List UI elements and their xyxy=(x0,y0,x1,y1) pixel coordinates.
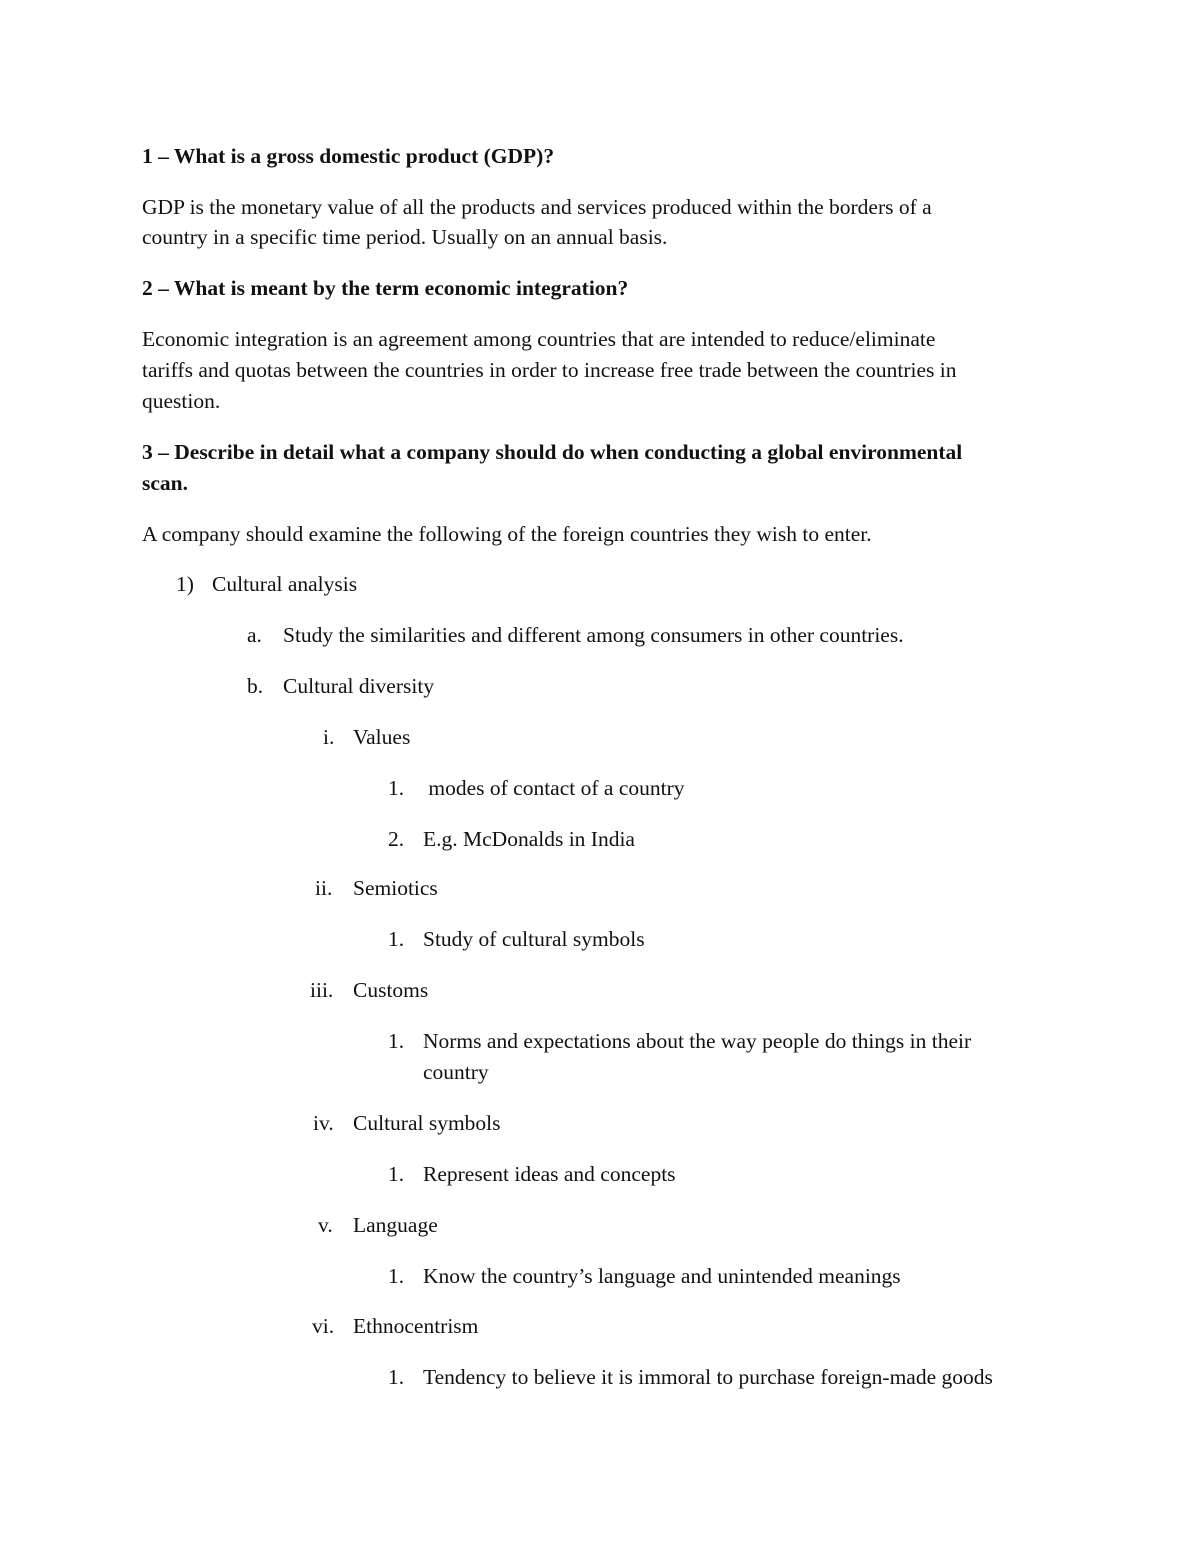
outline-marker-b: b. xyxy=(247,674,264,698)
outline-marker-v-1: 1. xyxy=(388,1264,405,1288)
outline-marker-iii: iii. xyxy=(310,978,334,1002)
outline-item-v-1: Know the country’s language and unintended meanings xyxy=(423,1264,901,1288)
outline-item-cultural-symbols: Cultural symbols xyxy=(353,1111,501,1135)
outline-item-cultural-analysis: Cultural analysis xyxy=(212,572,358,596)
question-3-line-2: scan. xyxy=(142,471,188,495)
outline-item-a: Study the similarities and different among consumers in other countries. xyxy=(283,623,904,647)
outline-item-ethnocentrism: Ethnocentrism xyxy=(353,1314,479,1338)
question-1: 1 – What is a gross domestic product (GDP)? xyxy=(142,144,555,168)
answer-1-line-2: country in a specific time period. Usually on an annual basis. xyxy=(142,225,668,249)
outline-item-iii-1-line-1: Norms and expectations about the way people do things in their xyxy=(423,1029,972,1053)
answer-3-intro: A company should examine the following of the foreign countries they wish to enter. xyxy=(142,522,872,546)
answer-2-line-1: Economic integration is an agreement among countries that are intended to reduce/eliminate xyxy=(142,327,936,351)
question-2: 2 – What is meant by the term economic integration? xyxy=(142,276,629,300)
outline-item-iii-1-line-2: country xyxy=(423,1060,489,1084)
outline-marker-iv: iv. xyxy=(313,1111,334,1135)
outline-marker-ii: ii. xyxy=(315,876,333,900)
outline-item-customs: Customs xyxy=(353,978,429,1002)
outline-item-semiotics: Semiotics xyxy=(353,876,438,900)
outline-item-i-1: modes of contact of a country xyxy=(423,776,685,800)
outline-item-b: Cultural diversity xyxy=(283,674,435,698)
outline-marker-i-1: 1. xyxy=(388,776,405,800)
outline-marker-1: 1) xyxy=(176,572,194,596)
outline-item-i-2: E.g. McDonalds in India xyxy=(423,827,635,851)
answer-2-line-3: question. xyxy=(142,389,221,413)
outline-marker-a: a. xyxy=(247,623,262,647)
outline-item-ii-1: Study of cultural symbols xyxy=(423,927,645,951)
outline-marker-vi-1: 1. xyxy=(388,1365,405,1389)
outline-marker-iii-1: 1. xyxy=(388,1029,405,1053)
outline-item-iv-1: Represent ideas and concepts xyxy=(423,1162,676,1186)
outline-item-values: Values xyxy=(353,725,411,749)
outline-item-language: Language xyxy=(353,1213,438,1237)
answer-1-line-1: GDP is the monetary value of all the products and services produced within the borders of a xyxy=(142,195,932,219)
outline-marker-v: v. xyxy=(318,1213,333,1237)
outline-marker-vi: vi. xyxy=(312,1314,335,1338)
outline-marker-iv-1: 1. xyxy=(388,1162,405,1186)
outline-marker-i-2: 2. xyxy=(388,827,405,851)
outline-marker-i: i. xyxy=(323,725,335,749)
question-3-line-1: 3 – Describe in detail what a company should do when conducting a global environmental xyxy=(142,440,963,464)
outline-item-vi-1: Tendency to believe it is immoral to purchase foreign-made goods xyxy=(423,1365,993,1389)
outline-marker-ii-1: 1. xyxy=(388,927,405,951)
answer-2-line-2: tariffs and quotas between the countries in order to increase free trade between the countries in xyxy=(142,358,957,382)
